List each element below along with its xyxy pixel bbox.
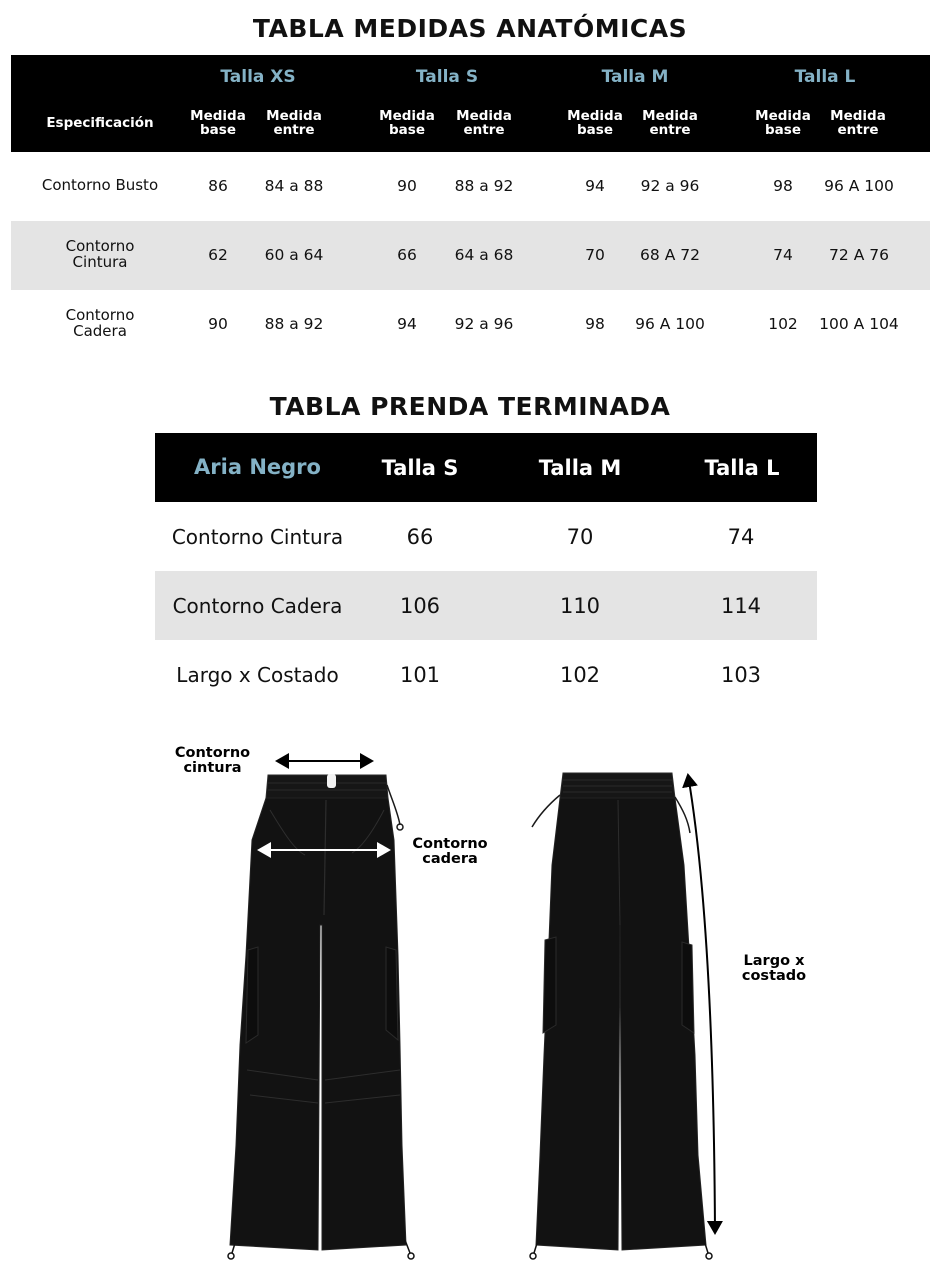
table-cell: 88 a 92 xyxy=(264,314,324,333)
table-cell: 102 xyxy=(768,314,798,333)
table-cell: 98 xyxy=(585,314,605,333)
table-cell: 74 xyxy=(727,524,755,549)
table-cell: 98 xyxy=(773,176,793,195)
back-pants-illustration xyxy=(530,773,715,1259)
table-cell: 84 a 88 xyxy=(264,176,324,195)
size-header-m: Talla M xyxy=(601,67,669,88)
table-cell: 96 A 100 xyxy=(824,176,894,195)
garment-title: TABLA PRENDA TERMINADA xyxy=(269,392,671,421)
sub-range-m: Medida entre xyxy=(642,107,698,138)
garment-row-label-largo: Largo x Costado xyxy=(176,662,339,687)
table-cell: 114 xyxy=(720,593,762,618)
row-label-cadera: Contorno Cadera xyxy=(65,306,135,340)
table-cell: 64 a 68 xyxy=(454,245,514,264)
table-cell: 110 xyxy=(559,593,601,618)
sub-range-xs: Medida entre xyxy=(266,107,322,138)
table-cell: 86 xyxy=(208,176,228,195)
table-cell: 68 A 72 xyxy=(640,245,700,264)
table-cell: 60 a 64 xyxy=(264,245,324,264)
table-cell: 90 xyxy=(208,314,228,333)
sub-base-s: Medida base xyxy=(379,107,435,138)
table-cell: 90 xyxy=(397,176,417,195)
table-cell: 100 A 104 xyxy=(819,314,899,333)
garment-size-s: Talla S xyxy=(381,455,459,480)
table-cell: 72 A 76 xyxy=(829,245,889,264)
sub-range-l: Medida entre xyxy=(830,107,886,138)
front-pants-illustration xyxy=(228,761,414,1259)
table-cell: 66 xyxy=(397,245,417,264)
pants-diagram xyxy=(0,725,940,1278)
table-cell: 88 a 92 xyxy=(454,176,514,195)
spec-header: Especificación xyxy=(46,114,154,131)
garment-size-m: Talla M xyxy=(538,455,622,480)
garment-row-label-cadera: Contorno Cadera xyxy=(172,593,343,618)
sub-range-s: Medida entre xyxy=(456,107,512,138)
table-cell: 70 xyxy=(585,245,605,264)
anatomical-title: TABLA MEDIDAS ANATÓMICAS xyxy=(252,14,688,43)
table-cell: 101 xyxy=(399,662,441,687)
size-header-xs: Talla XS xyxy=(220,67,296,88)
table-cell: 66 xyxy=(406,524,434,549)
table-cell: 70 xyxy=(566,524,594,549)
table-cell: 92 a 96 xyxy=(640,176,700,195)
size-header-s: Talla S xyxy=(415,67,479,88)
table-cell: 94 xyxy=(585,176,605,195)
length-label: Largo x costado xyxy=(741,953,807,984)
waist-label: Contorno cintura xyxy=(174,745,251,776)
table-cell: 94 xyxy=(397,314,417,333)
table-cell: 74 xyxy=(773,245,793,264)
sub-base-l: Medida base xyxy=(755,107,811,138)
brand-name: Aria Negro xyxy=(194,454,321,479)
garment-row-label-cintura: Contorno Cintura xyxy=(171,524,344,549)
table-cell: 106 xyxy=(399,593,441,618)
table-cell: 62 xyxy=(208,245,228,264)
table-cell: 92 a 96 xyxy=(454,314,514,333)
sub-base-xs: Medida base xyxy=(190,107,246,138)
sub-base-m: Medida base xyxy=(567,107,623,138)
table-cell: 102 xyxy=(559,662,601,687)
row-label-busto: Contorno Busto xyxy=(41,176,159,195)
garment-size-l: Talla L xyxy=(704,455,780,480)
row-label-cintura: Contorno Cintura xyxy=(65,237,135,271)
hip-label: Contorno cadera xyxy=(412,836,488,867)
table-cell: 103 xyxy=(720,662,762,687)
table-cell: 96 A 100 xyxy=(635,314,705,333)
size-header-l: Talla L xyxy=(794,67,856,88)
